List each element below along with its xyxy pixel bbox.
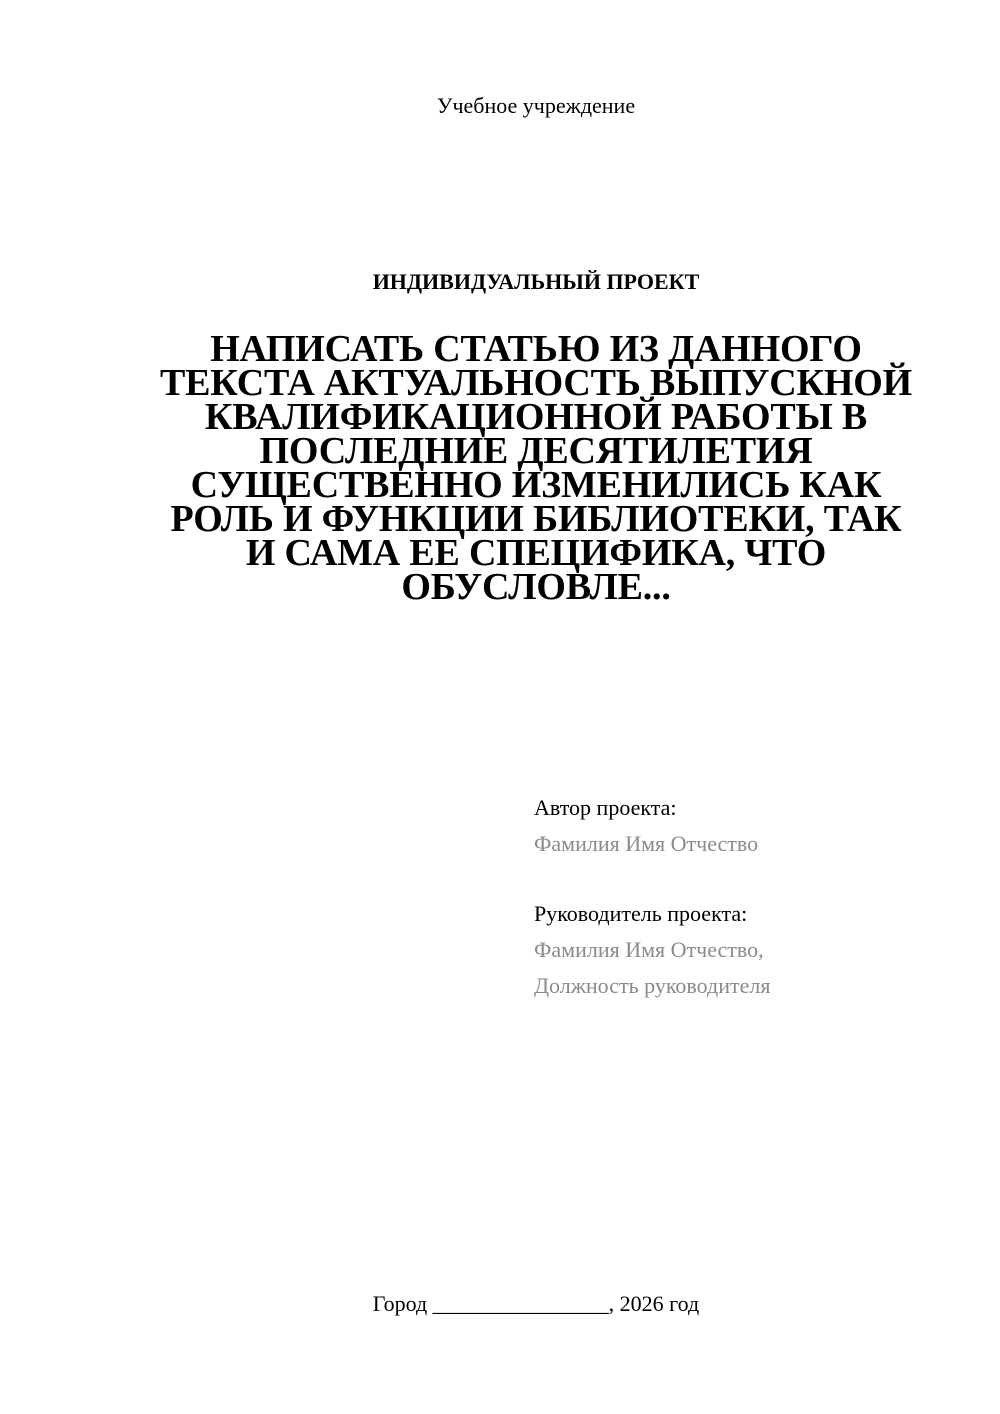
year-text: , 2026 год xyxy=(608,1291,700,1316)
city-year-line xyxy=(0,1290,1000,1318)
project-title-line: ОБУСЛОВЛЕ... xyxy=(401,566,671,608)
author-label: Автор проекта: xyxy=(534,795,677,820)
project-title-line: ПОСЛЕДНИЕ ДЕСЯТИЛЕТИЯ xyxy=(259,430,813,472)
project-title-line: КВАЛИФИКАЦИОННОЙ РАБОТЫ В xyxy=(204,396,868,438)
institution-name: Учебное учреждение xyxy=(436,93,636,118)
project-title-line: ТЕКСТА АКТУАЛЬНОСТЬ ВЫПУСКНОЙ xyxy=(160,362,912,404)
city-blank: ________________ xyxy=(432,1291,609,1316)
supervisor-name: Фамилия Имя Отчество, xyxy=(534,937,764,962)
project-title-line: НАПИСАТЬ СТАТЬЮ ИЗ ДАННОГО xyxy=(210,328,862,370)
project-title xyxy=(150,328,922,608)
project-title-line: РОЛЬ И ФУНКЦИИ БИБЛИОТЕКИ, ТАК xyxy=(170,498,902,540)
city-label: Город xyxy=(372,1291,428,1316)
project-title-line: СУЩЕСТВЕННО ИЗМЕНИЛИСЬ КАК xyxy=(190,464,882,506)
project-title-line: И САМА ЕЕ СПЕЦИФИКА, ЧТО xyxy=(245,532,827,574)
author-name: Фамилия Имя Отчество xyxy=(534,831,759,856)
supervisor-position: Должность руководителя xyxy=(534,973,771,998)
supervisor-label: Руководитель проекта: xyxy=(534,901,748,926)
project-type-heading: ИНДИВИДУАЛЬНЫЙ ПРОЕКТ xyxy=(372,269,700,294)
credits-block xyxy=(534,790,974,1004)
credits-spacer xyxy=(534,862,974,896)
